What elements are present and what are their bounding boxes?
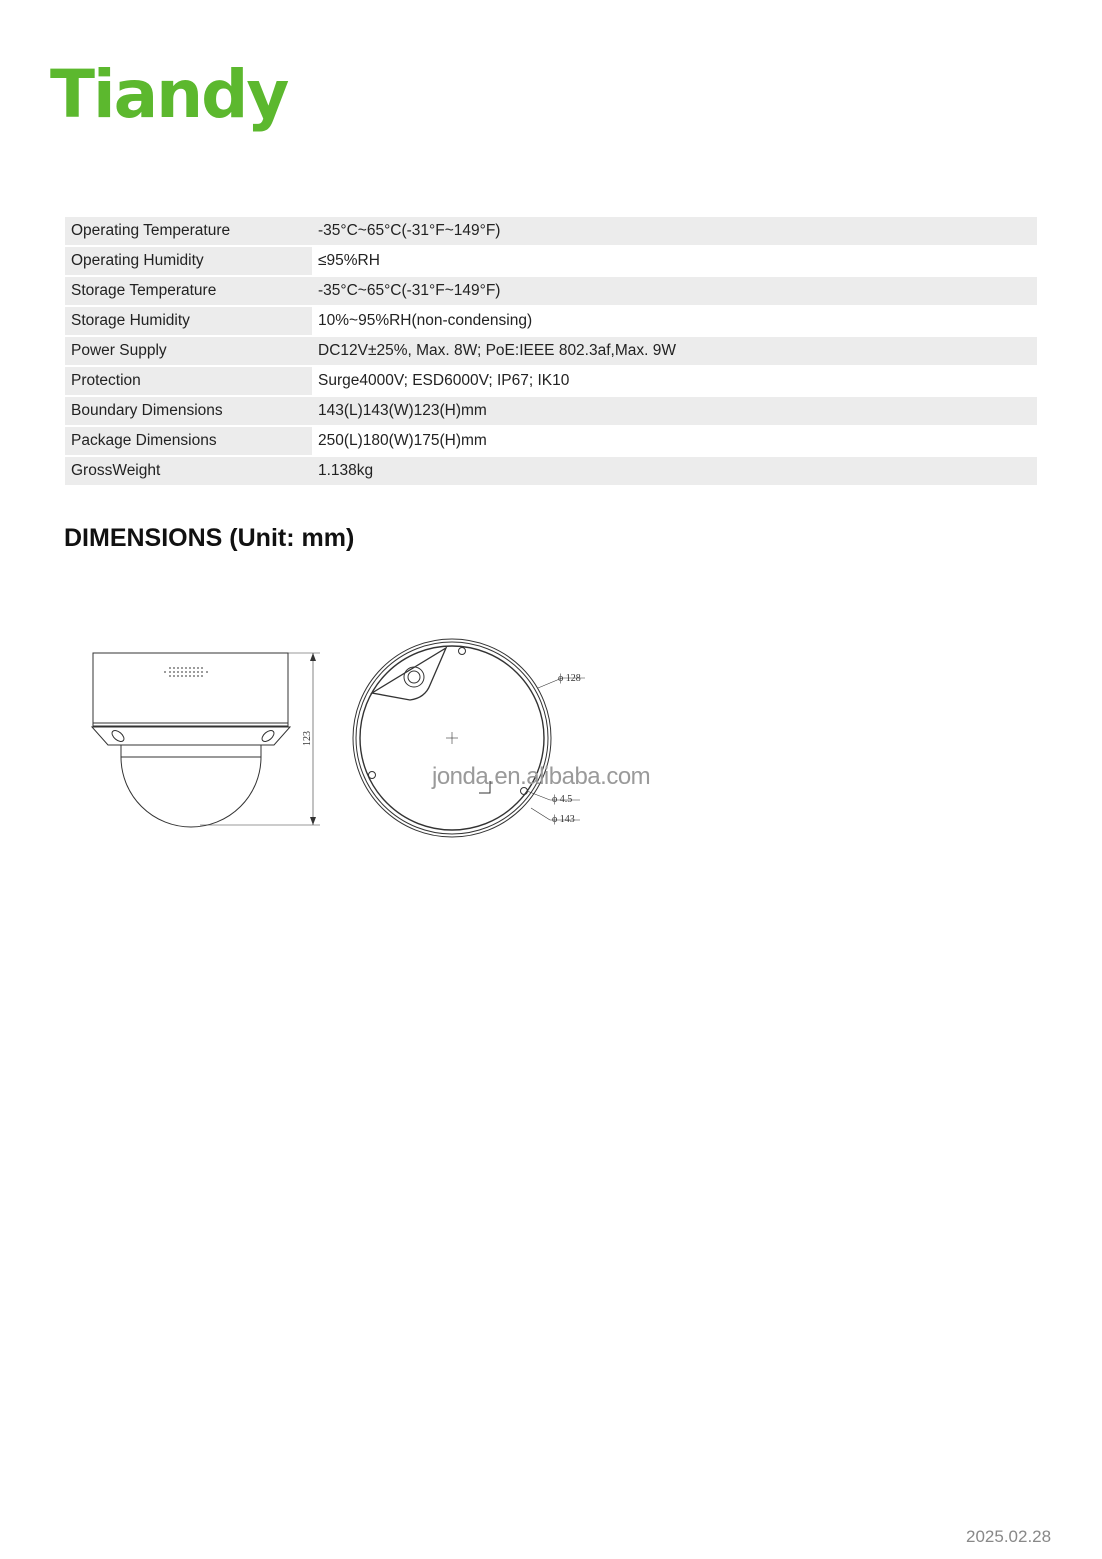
spec-value: -35°C~65°C(-31°F~149°F) [312, 217, 1037, 245]
spec-value: ≤95%RH [312, 247, 1037, 275]
spec-label: Operating Humidity [65, 247, 312, 275]
spec-value: 1.138kg [312, 457, 1037, 485]
spec-value: DC12V±25%, Max. 8W; PoE:IEEE 802.3af,Max. 9W [312, 337, 1037, 365]
spec-label: Power Supply [65, 337, 312, 365]
table-row [65, 367, 1037, 395]
table-row [65, 307, 1037, 335]
specifications-table [65, 215, 1037, 487]
spec-label: Storage Humidity [65, 307, 312, 335]
side-view-drawing [92, 653, 320, 827]
height-dimension-label: 123 [302, 731, 313, 746]
spec-label: Boundary Dimensions [65, 397, 312, 425]
inner-diameter-label: ϕ 128 [558, 673, 581, 684]
document-date: 2025.02.28 [966, 1527, 1052, 1546]
dimensions-heading: DIMENSIONS (Unit: mm) [64, 524, 355, 552]
spec-value: Surge4000V; ESD6000V; IP67; IK10 [312, 367, 1037, 395]
table-row [65, 457, 1037, 485]
table-row [65, 397, 1037, 425]
outer-diameter-label: ϕ 143 [552, 814, 575, 825]
table-row [65, 277, 1037, 305]
spec-value: 10%~95%RH(non-condensing) [312, 307, 1037, 335]
tiandy-logo: Tiandy [50, 56, 288, 133]
dimension-drawings [80, 630, 700, 850]
spec-value: -35°C~65°C(-31°F~149°F) [312, 277, 1037, 305]
spec-value: 250(L)180(W)175(H)mm [312, 427, 1037, 455]
watermark-text: jonda.en.alibaba.com [432, 763, 651, 790]
bottom-view-drawing [353, 639, 585, 837]
spec-label: Package Dimensions [65, 427, 312, 455]
spec-label: Operating Temperature [65, 217, 312, 245]
spec-value: 143(L)143(W)123(H)mm [312, 397, 1037, 425]
spec-label: GrossWeight [65, 457, 312, 485]
table-row [65, 247, 1037, 275]
spec-label: Storage Temperature [65, 277, 312, 305]
hole-diameter-label: ϕ 4.5 [552, 794, 573, 805]
spec-label: Protection [65, 367, 312, 395]
table-row [65, 427, 1037, 455]
table-row [65, 337, 1037, 365]
table-row [65, 217, 1037, 245]
